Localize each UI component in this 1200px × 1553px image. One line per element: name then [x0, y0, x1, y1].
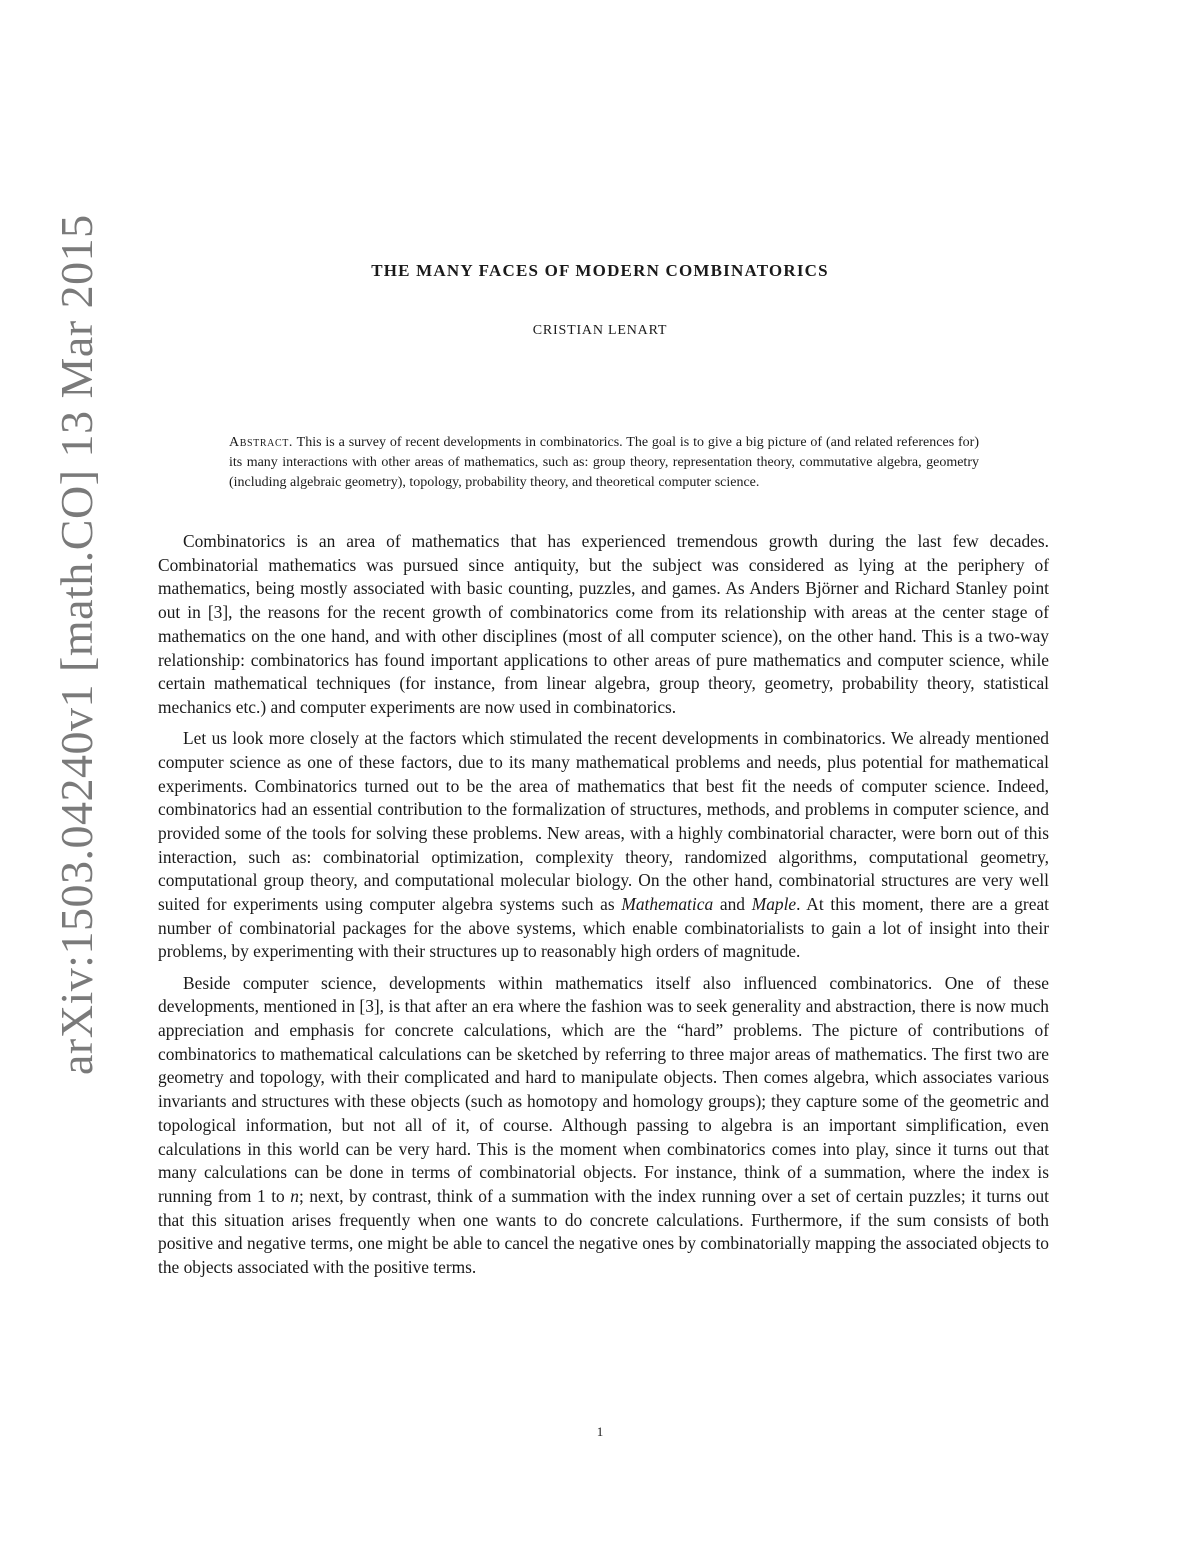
paragraph-2 [158, 727, 1049, 964]
variable-n: n [290, 1185, 299, 1206]
paragraph-2-text-a: Let us look more closely at the factors which stimulated the recent developments in combinatorics. We already mentioned computer science as one of these factors, due to its many mathematical problems and needs, plus potential for mathematical experiments. Combinatorics turned out to be the area of mathematics that best fit the needs of computer science. Indeed, combinatorics had an essential contribution to the formalization of structures, methods, and problems in computer science, and provided some of the tools for solving these problems. New areas, with a highly combinatorial character, were born out of this interaction, such as: combinatorial optimization, complexity theory, randomized algorithms, computational geometry, computational group theory, and computational molecular biology. On the other hand, combinatorial structures are very well suited for experiments using computer algebra systems such as [158, 728, 1049, 915]
paragraph-3-text-a: Beside computer science, developments within mathematics itself also influenced combinatorics. One of these developments, mentioned in [3], is that after an era where the fashion was to seek generality and abstraction, there is now much appreciation and emphasis for concrete calculations, which are the “hard” problems. The picture of contributions of combinatorics to mathematical calculations can be sketched by referring to three major areas of mathematics. The first two are geometry and topology, with their complicated and hard to manipulate objects. Then comes algebra, which associates various invariants and structures with these objects (such as homotopy and homology groups); they capture some of the geometric and topological information, but not all of it, of course. Although passing to algebra is an important simplification, even calculations in this world can be very hard. This is the moment when combinatorics comes into play, since it turns out that many calculations can be done in terms of combinatorial objects. For instance, think of a summation, where the index is running from 1 to [158, 972, 1049, 1206]
paragraph-3-text-b: ; next, by contrast, think of a summation with the index running over a set of certain puzzles; it turns out that this situation arises frequently when one wants to do concrete calculations. Furthermore, if the sum consists of both positive and negative terms, one might be able to cancel the negative ones by combinatorially mapping the associated objects to the objects associated with the positive terms. [158, 1185, 1049, 1278]
arxiv-identifier-stamp: arXiv:1503.04240v1 [math.CO] 13 Mar 2015 [51, 214, 102, 1075]
mathematica-name: Mathematica [621, 894, 714, 915]
maple-name: Maple [751, 894, 797, 915]
paragraph-1: Combinatorics is an area of mathematics that has experienced tremendous growth during the last few decades. Combinatorial mathematics was pursued since antiquity, but the subject was considered as lying at the periphery of mathematics, being mostly associated with basic counting, puzzles, and games. As Anders Björner and Richard Stanley point out in [3], the reasons for the recent growth of combinatorics come from its relationship with areas at the center stage of mathematics on the one hand, and with other disciplines (most of all computer science), on the other hand. This is a two-way relationship: combinatorics has found important applications to other areas of pure mathematics and computer science, while certain mathematical techniques (for instance, from linear algebra, group theory, geometry, probability theory, statistical mechanics etc.) and computer experiments are now used in combinatorics. [158, 531, 1049, 717]
paper-title: THE MANY FACES OF MODERN COMBINATORICS [371, 261, 829, 280]
abstract [229, 433, 979, 492]
paragraph-2-text-c: . At this moment, there are a great number of combinatorial packages for the above systems, which enable combinatorialists to gain a lot of insight into their problems, by experimenting with their structures up to reasonably high orders of magnitude. [158, 894, 1049, 962]
paragraph-3 [158, 972, 1049, 1280]
paper-author: CRISTIAN LENART [532, 323, 668, 338]
paragraph-2-text-b: and [713, 894, 752, 915]
page-number: 1 [596, 1424, 604, 1439]
abstract-label: Abstract. [229, 435, 294, 450]
abstract-text: This is a survey of recent developments in combinatorics. The goal is to give a big picture of (and related references for) its many interactions with other areas of mathematics, such as: group theory, representation theory, commutative algebra, geometry (including algebraic geometry), topology, probability theory, and theoretical computer science. [229, 435, 979, 490]
main-body [158, 530, 1049, 1287]
